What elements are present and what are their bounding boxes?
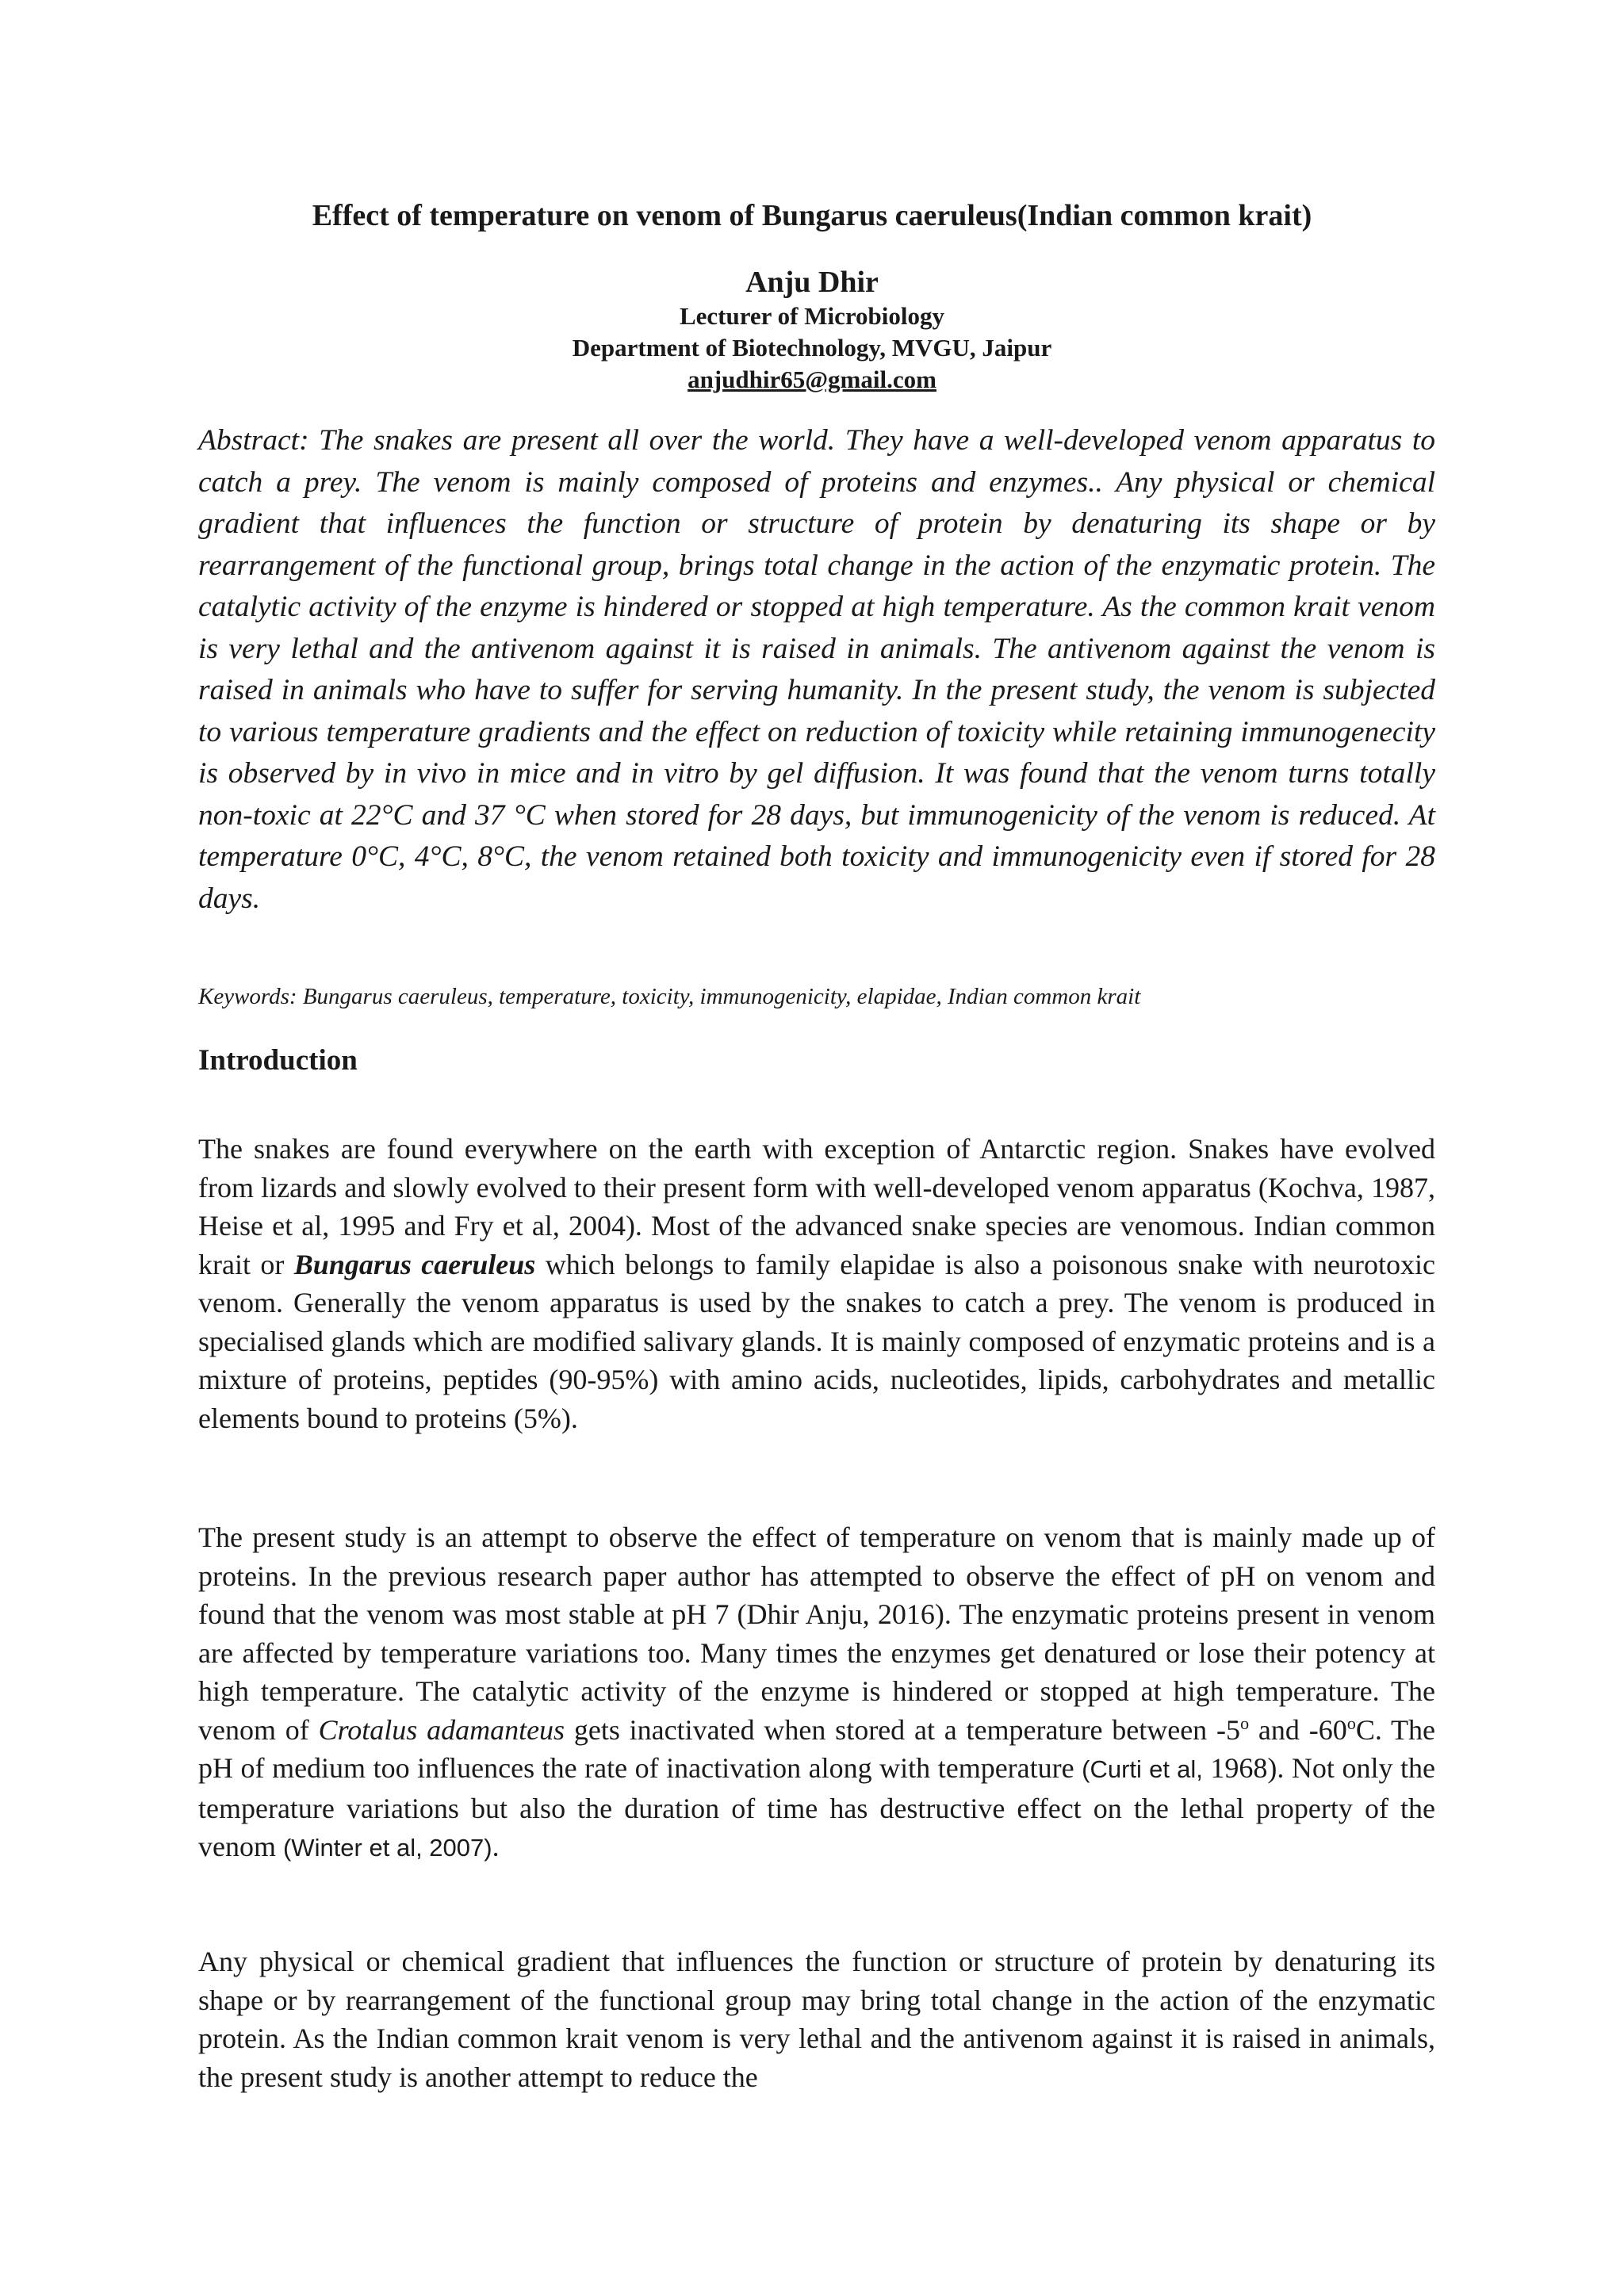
citation: (Curti et al,: [1082, 1755, 1203, 1783]
author-block: [190, 264, 1434, 396]
citation: (Winter et al, 2007): [282, 1834, 492, 1862]
introduction-heading: Introduction: [198, 1044, 358, 1077]
species-name: Crotalus adamanteus: [318, 1713, 565, 1746]
species-name: Bungarus caeruleus: [293, 1248, 536, 1280]
author-email-link[interactable]: anjudhir65@gmail.com: [688, 365, 936, 393]
author-email-row: [190, 364, 1434, 396]
abstract: Abstract: The snakes are present all over the world. They have a well-developed venom apparatus to catch a prey. The venom is mainly composed of proteins and enzymes.. Any physical or chemical gradient that influences the function or structure of protein by denaturing its shape or by rearrangement of the functional group, brings total change in the action of the enzymatic protein. The catalytic activity of the enzyme is hindered or stopped at high temperature. As the common krait venom is very lethal and the antivenom against it is raised in animals. The antivenom against the venom is raised in animals who have to suffer for serving humanity. In the present study, the venom is subjected to various temperature gradients and the effect on reduction of toxicity while retaining immunogenecity is observed by in vivo in mice and in vitro by gel diffusion. It was found that the venom turns totally non-toxic at 22°C and 37 °C when stored for 28 days, but immunogenicity of the venom is reduced. At temperature 0°C, 4°C, 8°C, the venom retained both toxicity and immunogenicity even if stored for 28 days.: [198, 424, 1435, 915]
author-department: Department of Biotechnology, MVGU, Jaipur: [572, 334, 1052, 362]
keywords: Keywords: Bungarus caeruleus, temperature, toxicity, immunogenicity, elapidae, Indian common krait: [198, 984, 1141, 1009]
paper-title: Effect of temperature on venom of Bungarus caeruleus(Indian common krait): [312, 199, 1312, 232]
introduction-paragraph-2: The present study is an attempt to observe the effect of temperature on venom that is mainly made up of proteins. In the previous research paper author has attempted to observe the effect of pH on venom and found that the venom was most stable at pH 7 (Dhir Anju, 2016). The enzymatic proteins present in venom are affected by temperature variations too. Many times the enzymes get denatured or lose their potency at high temperature. The catalytic activity of the enzyme is hindered or stopped at high temperature. The venom of Crotalus adamanteus gets inactivated when stored at a temperature between -5$^o$ and -60$^o$C. The pH of medium too influences the rate of inactivation along with temperature (Curti et al, 1968). Not only the temperature variations but also the duration of time has destructive effect on the lethal property of the venom (Winter et al, 2007).: [198, 1521, 1435, 1862]
author-position: Lecturer of Microbiology: [679, 302, 945, 330]
introduction-paragraph-1: The snakes are found everywhere on the earth with exception of Antarctic region. Snakes have evolved from lizards and slowly evolved to their present form with well-developed venom apparatus (Kochva, 1987, Heise et al, 1995 and Fry et al, 2004). Most of the advanced snake species are venomous. Indian common krait or Bungarus caeruleus which belongs to family elapidae is also a poisonous snake with neurotoxic venom. Generally the venom apparatus is used by the snakes to catch a prey. The venom is produced in specialised glands which are modified salivary glands. It is mainly composed of enzymatic proteins and is a mixture of proteins, peptides (90-95%) with amino acids, nucleotides, lipids, carbohydrates and metallic elements bound to proteins (5%).: [198, 1133, 1435, 1434]
author-name: Anju Dhir: [745, 266, 879, 299]
introduction-paragraph-3: Any physical or chemical gradient that influences the function or structure of protein by denaturing its shape or by rearrangement of the functional group may bring total change in the action of the enzymatic protein. As the Indian common krait venom is very lethal and the antivenom against it is raised in animals, the present study is another attempt to reduce the: [198, 1946, 1435, 2093]
